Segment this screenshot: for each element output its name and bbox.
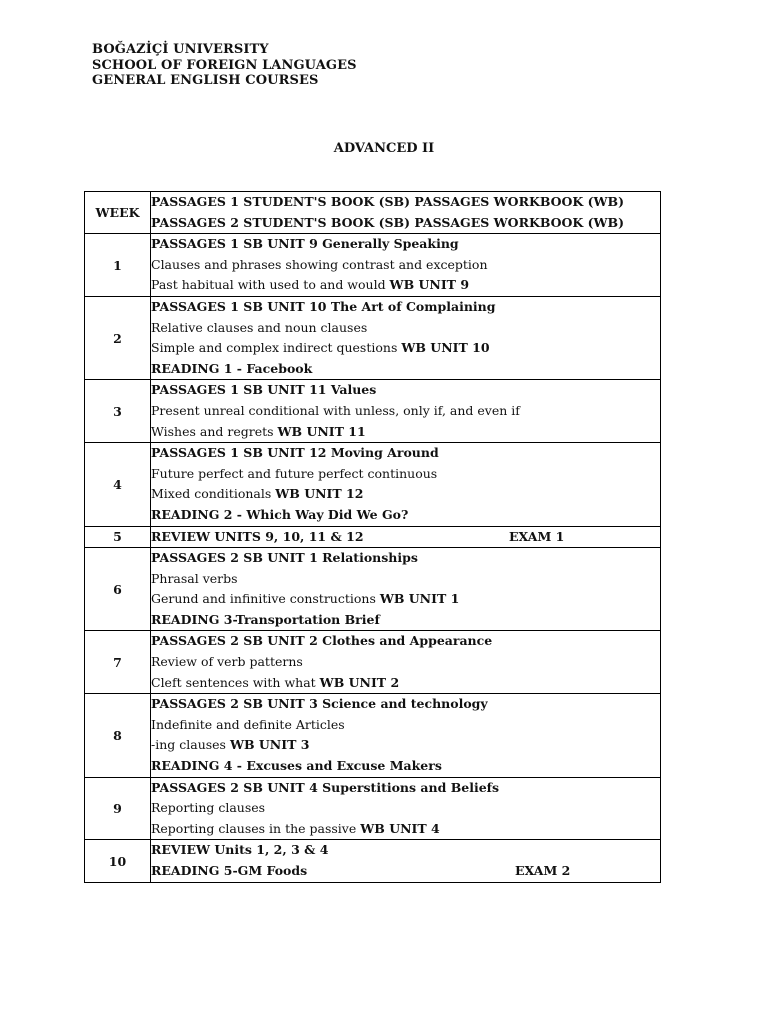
week-number: 5 <box>85 526 151 548</box>
reading-line: READING 3-Transportation Brief <box>151 611 380 627</box>
topic-line: Phrasal verbs <box>151 570 238 586</box>
week-number: 7 <box>85 631 151 694</box>
week-number: 3 <box>85 380 151 443</box>
table-row <box>85 380 661 443</box>
week-number: 4 <box>85 443 151 526</box>
unit-title: PASSAGES 1 SB UNIT 9 Generally Speaking <box>151 236 459 252</box>
topic-text: Past habitual with used to and would <box>151 277 390 293</box>
reading-text: READING 5-GM Foods <box>151 863 308 878</box>
book-line-2: PASSAGES 2 STUDENT'S BOOK (SB) PASSAGES WORKBOOK (WB) <box>151 214 625 230</box>
table-row <box>85 526 661 548</box>
workbook-unit: WB UNIT 1 <box>379 591 460 607</box>
topic-text: Simple and complex indirect questions <box>151 340 402 356</box>
week-number: 6 <box>85 548 151 631</box>
table-row <box>85 694 661 777</box>
topic-line: Reporting clauses <box>151 800 266 816</box>
table-header-row <box>85 192 661 234</box>
books-header-cell <box>151 192 661 234</box>
week-content <box>151 840 661 882</box>
topic-text: Wishes and regrets <box>151 423 278 439</box>
topic-line <box>151 735 660 756</box>
workbook-unit: WB UNIT 12 <box>275 486 364 502</box>
department-name: GENERAL ENGLISH COURSES <box>92 73 319 88</box>
table-row <box>85 840 661 882</box>
week-number: 2 <box>85 296 151 379</box>
unit-title: PASSAGES 2 SB UNIT 3 Science and technology <box>151 696 488 712</box>
topic-line <box>151 589 660 610</box>
institution-header <box>92 42 357 89</box>
topic-text: Cleft sentences with what <box>151 674 320 690</box>
topic-line: Present unreal conditional with unless, only if, and even if <box>151 402 520 418</box>
reading-line <box>151 861 660 882</box>
week-content <box>151 548 661 631</box>
review-line <box>151 527 660 548</box>
table-row <box>85 234 661 297</box>
topic-line <box>151 673 660 694</box>
topic-line: Clauses and phrases showing contrast and exception <box>151 256 488 272</box>
table-row <box>85 548 661 631</box>
book-line-1: PASSAGES 1 STUDENT'S BOOK (SB) PASSAGES WORKBOOK (WB) <box>151 194 625 209</box>
topic-text: Reporting clauses in the passive <box>151 820 361 836</box>
week-content <box>151 234 661 297</box>
review-text: REVIEW UNITS 9, 10, 11 & 12 <box>151 528 364 544</box>
week-header: WEEK <box>85 192 151 234</box>
topic-line <box>151 338 660 359</box>
week-content <box>151 694 661 777</box>
topic-line: Relative clauses and noun clauses <box>151 319 368 335</box>
topic-line: Review of verb patterns <box>151 654 303 670</box>
table-row <box>85 631 661 694</box>
unit-title: PASSAGES 1 SB UNIT 10 The Art of Complaining <box>151 298 496 314</box>
week-content <box>151 526 661 548</box>
workbook-unit: WB UNIT 3 <box>229 737 310 753</box>
reading-line: READING 2 - Which Way Did We Go? <box>151 506 409 522</box>
week-content <box>151 380 661 443</box>
week-content <box>151 296 661 379</box>
unit-title: PASSAGES 2 SB UNIT 4 Superstitions and Beliefs <box>151 779 500 795</box>
table-row <box>85 296 661 379</box>
workbook-unit: WB UNIT 11 <box>277 423 366 439</box>
week-content <box>151 777 661 840</box>
reading-line: READING 4 - Excuses and Excuse Makers <box>151 758 442 774</box>
unit-title: PASSAGES 1 SB UNIT 11 Values <box>151 382 377 398</box>
week-number: 8 <box>85 694 151 777</box>
reading-line: READING 1 - Facebook <box>151 360 313 376</box>
topic-text: Gerund and infinitive constructions <box>151 591 380 607</box>
review-line: REVIEW Units 1, 2, 3 & 4 <box>151 842 329 858</box>
university-name: BOĞAZİÇİ UNIVERSITY <box>92 42 269 57</box>
week-content <box>151 443 661 526</box>
topic-line <box>151 422 660 443</box>
table-row <box>85 443 661 526</box>
workbook-unit: WB UNIT 2 <box>319 674 400 690</box>
unit-title: PASSAGES 1 SB UNIT 12 Moving Around <box>151 445 439 461</box>
workbook-unit: WB UNIT 9 <box>389 277 470 293</box>
week-number: 1 <box>85 234 151 297</box>
week-number: 10 <box>85 840 151 882</box>
topic-text: Mixed conditionals <box>151 486 276 502</box>
topic-line <box>151 275 660 296</box>
topic-line <box>151 819 660 840</box>
week-content <box>151 631 661 694</box>
page-title: ADVANCED II <box>333 141 435 156</box>
topic-line: Future perfect and future perfect continuous <box>151 465 438 481</box>
topic-line <box>151 484 660 505</box>
topic-text: -ing clauses <box>151 737 230 753</box>
unit-title: PASSAGES 2 SB UNIT 2 Clothes and Appearance <box>151 633 493 649</box>
exam-label: EXAM 2 <box>515 863 571 878</box>
week-number: 9 <box>85 777 151 840</box>
topic-line: Indefinite and definite Articles <box>151 716 345 732</box>
schedule-table <box>84 191 661 883</box>
unit-title: PASSAGES 2 SB UNIT 1 Relationships <box>151 550 418 566</box>
school-name: SCHOOL OF FOREIGN LANGUAGES <box>92 57 357 73</box>
workbook-unit: WB UNIT 10 <box>401 340 490 356</box>
table-row <box>85 777 661 840</box>
exam-label: EXAM 1 <box>509 528 565 544</box>
workbook-unit: WB UNIT 4 <box>360 820 440 836</box>
